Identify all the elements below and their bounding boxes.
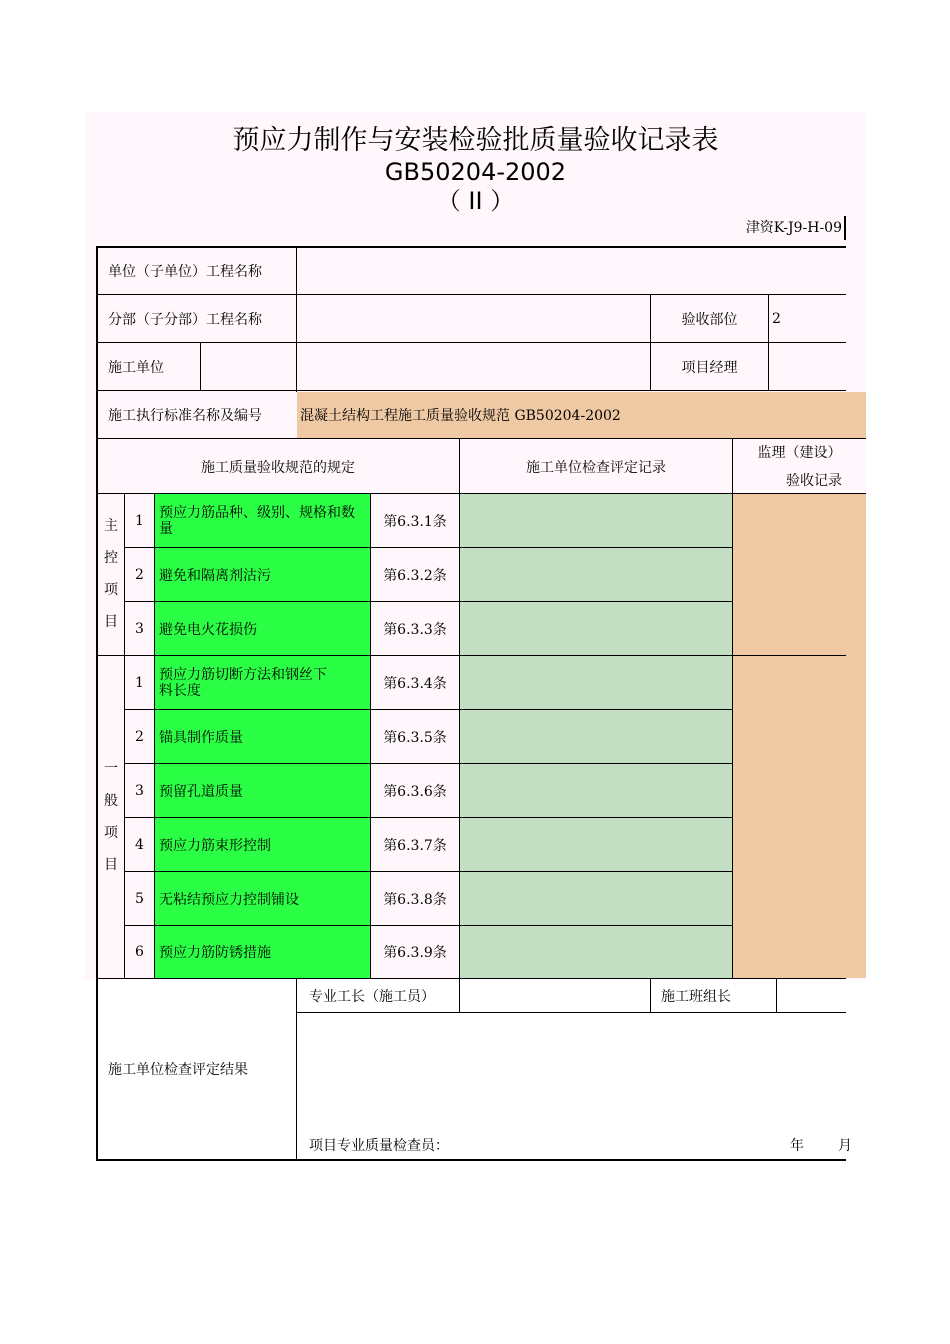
item-name: 避免电火花损伤 [155,602,370,655]
group-char: 目 [104,857,118,873]
spec-column-header: 施工质量验收规范的规定 [201,459,355,476]
group-char: 项 [104,582,118,598]
contractor-record-cell[interactable] [460,872,732,925]
item-number: 1 [135,674,144,691]
acceptance-part-field[interactable]: 2 [772,311,781,327]
item-name: 预应力筋切断方法和钢丝下料长度 [155,656,370,709]
item-clause: 第6.3.8条 [383,891,447,908]
standard-name-field[interactable]: 混凝土结构工程施工质量验收规范 GB50204-2002 [300,408,621,424]
foreman-label: 专业工长（施工员） [309,988,435,1005]
group-char: 般 [104,793,118,809]
item-clause: 第6.3.3条 [383,621,447,638]
item-clause: 第6.3.1条 [383,513,447,530]
item-name: 预应力筋防锈措施 [155,926,370,978]
supervisor-record-area[interactable] [733,494,866,978]
foreman-field[interactable] [460,979,650,1012]
group-char: 项 [104,825,118,841]
item-name: 避免和隔离剂沽污 [155,548,370,601]
item-number: 2 [135,728,144,745]
item-number: 4 [135,836,144,853]
item-number: 6 [135,944,144,960]
item-number: 2 [135,566,144,583]
group-char: 主 [104,518,118,534]
contractor-record-cell[interactable] [460,548,732,601]
team-leader-field[interactable] [777,979,846,1012]
item-name: 预应力筋束形控制 [155,818,370,871]
group-char: 一 [104,761,118,777]
standard-name-label: 施工执行标准名称及编号 [108,408,262,424]
contractor-label: 施工单位 [108,360,164,376]
item-clause: 第6.3.6条 [383,783,447,800]
team-leader-label: 施工班组长 [661,988,731,1005]
item-number: 3 [135,620,144,637]
form-title: 预应力制作与安装检验批质量验收记录表 [232,125,719,156]
group-char: 控 [104,550,118,566]
group-char: 目 [104,614,118,630]
project-manager-field[interactable] [769,344,846,390]
project-name-field[interactable] [297,248,846,294]
item-clause: 第6.3.5条 [383,729,447,746]
contractor-record-cell[interactable] [460,818,732,871]
date-year-label: 年 [790,1138,804,1154]
quality-inspector-label: 项目专业质量检查员： [309,1138,449,1154]
supervisor-column-header-line2: 验收记录 [786,472,842,489]
item-name: 预应力筋品种、级别、规格和数量 [155,494,370,547]
contractor-record-cell[interactable] [460,494,732,547]
acceptance-part-label: 验收部位 [681,312,738,328]
item-clause: 第6.3.2条 [383,567,447,584]
item-name: 无粘结预应力控制铺设 [155,872,370,925]
contractor-result-label: 施工单位检查评定结果 [108,1062,248,1078]
supervisor-column-header-line1: 监理（建设） [757,445,842,461]
item-clause: 第6.3.7条 [383,837,447,854]
form-code: 津资K-J9-H-09 [700,216,846,240]
item-name: 锚具制作质量 [155,710,370,763]
form-part: （ II ） [436,187,515,215]
contractor-record-cell[interactable] [460,710,732,763]
contractor-record-column-header: 施工单位检查评定记录 [526,459,666,476]
item-number: 3 [135,782,144,799]
project-manager-label: 项目经理 [681,360,738,376]
contractor-field[interactable] [201,344,650,390]
item-number: 1 [135,512,144,529]
item-clause: 第6.3.4条 [383,675,447,692]
general-group-label [98,656,124,978]
contractor-result-field[interactable] [297,1013,846,1131]
item-number: 5 [135,890,144,907]
subdivision-name-label: 分部（子分部）工程名称 [108,312,262,328]
contractor-record-cell[interactable] [460,602,732,655]
contractor-record-cell[interactable] [460,926,732,978]
main-control-group-label [98,494,124,654]
item-name: 预留孔道质量 [155,764,370,817]
subdivision-name-field[interactable] [297,296,650,342]
form-standard: GB50204-2002 [384,158,567,186]
contractor-record-cell[interactable] [460,764,732,817]
contractor-record-cell[interactable] [460,656,732,709]
project-name-label: 单位（子单位）工程名称 [108,264,262,280]
date-month-label: 月 [838,1138,852,1154]
item-clause: 第6.3.9条 [383,945,447,961]
